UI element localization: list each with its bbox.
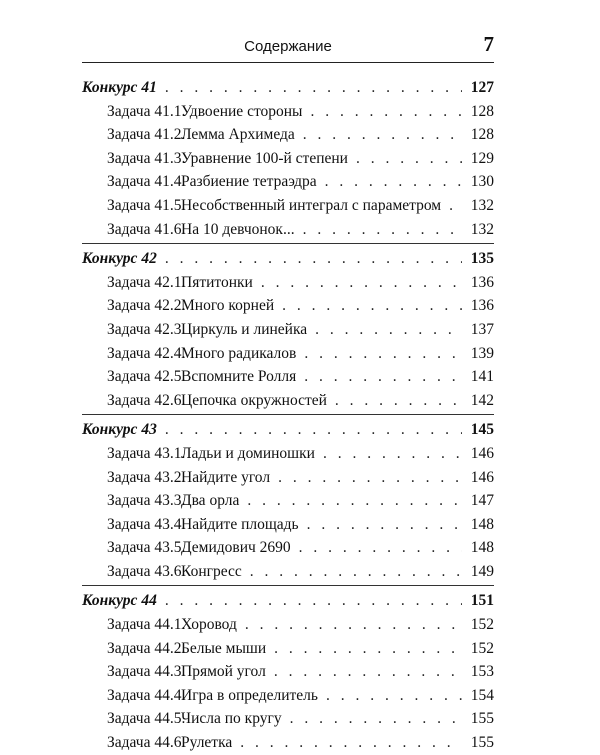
problem-label (107, 513, 299, 537)
problem-title: Прямой угол (181, 663, 266, 681)
contest-title: Конкурс 42 (82, 250, 157, 268)
problem-number: Задача 41.5. (107, 196, 186, 214)
dot-leader (307, 513, 462, 537)
problem-number: Задача 44.3. (107, 663, 186, 681)
problem-number: Задача 42.5. (107, 368, 186, 386)
problem-label (107, 342, 296, 366)
problem-page: 152 (470, 616, 494, 634)
problem-number: Задача 44.1. (107, 616, 186, 634)
problem-page: 155 (470, 734, 494, 752)
problem-title: Много корней (181, 297, 275, 315)
contest-section (82, 243, 494, 412)
problem-entry[interactable] (82, 536, 494, 560)
problem-number: Задача 44.6. (107, 734, 186, 752)
dot-leader (299, 536, 462, 560)
problem-title: Уравнение 100-й степени (181, 149, 348, 167)
running-head (82, 28, 494, 63)
problem-page: 146 (470, 444, 494, 462)
problem-page: 128 (470, 102, 494, 120)
problem-number: Задача 41.4. (107, 173, 186, 191)
problem-page: 146 (470, 468, 494, 486)
problem-label (107, 731, 232, 755)
problem-entry[interactable] (82, 513, 494, 537)
problem-title: Хоровод (181, 616, 237, 634)
problem-page: 136 (470, 297, 494, 315)
problem-title: Удвоение стороны (181, 102, 303, 120)
contest-entry[interactable] (82, 73, 494, 100)
problem-entry[interactable] (82, 271, 494, 295)
problem-label (107, 271, 253, 295)
dot-leader (278, 466, 462, 490)
problem-number: Задача 43.6. (107, 562, 186, 580)
problem-entry[interactable] (82, 100, 494, 124)
problem-label (107, 660, 266, 684)
dot-leader (274, 637, 462, 661)
problem-entry[interactable] (82, 170, 494, 194)
contest-title: Конкурс 41 (82, 79, 157, 96)
dot-leader (303, 123, 462, 147)
problem-entry[interactable] (82, 147, 494, 171)
problem-entry[interactable] (82, 318, 494, 342)
problem-page: 137 (470, 320, 494, 338)
contest-page: 151 (470, 592, 494, 610)
problem-label (107, 684, 318, 708)
contest-section (82, 585, 494, 754)
running-head-title: Содержание (244, 38, 332, 55)
problem-number: Задача 41.3. (107, 149, 186, 167)
problem-title: Ладьи и доминошки (181, 444, 315, 462)
problem-page: 132 (470, 220, 494, 238)
problem-entry[interactable] (82, 731, 494, 755)
problem-entry[interactable] (82, 684, 494, 708)
dot-leader (304, 342, 462, 366)
contest-section (82, 73, 494, 241)
dot-leader (250, 560, 462, 584)
problem-page: 153 (470, 663, 494, 681)
dot-leader (290, 707, 462, 731)
problem-label (107, 100, 302, 124)
problem-number: Задача 41.1. (107, 102, 186, 120)
problem-page: 136 (470, 273, 494, 291)
problem-label (107, 466, 270, 490)
problem-title: Пятитонки (181, 273, 253, 291)
contest-title: Конкурс 43 (82, 421, 157, 439)
problem-title: Конгресс (181, 562, 242, 580)
problem-entry[interactable] (82, 194, 494, 218)
problem-number: Задача 42.2. (107, 297, 186, 315)
dot-leader (165, 589, 462, 613)
problem-entry[interactable] (82, 637, 494, 661)
problem-entry[interactable] (82, 342, 494, 366)
problem-label (107, 194, 441, 218)
problem-entry[interactable] (82, 365, 494, 389)
contest-section (82, 414, 494, 583)
problem-title: Числа по кругу (181, 710, 282, 728)
problem-number: Задача 42.3. (107, 320, 186, 338)
problem-label (107, 389, 327, 413)
problem-title: Несобственный интеграл с параметром (181, 196, 442, 214)
problem-label (107, 170, 317, 194)
dot-leader (310, 100, 462, 124)
dot-leader (282, 294, 462, 318)
dot-leader (323, 442, 462, 466)
dot-leader (325, 170, 462, 194)
problem-title: Вспомните Ролля (181, 368, 297, 386)
problem-label (107, 489, 239, 513)
problem-entry[interactable] (82, 294, 494, 318)
problem-label (107, 637, 266, 661)
problem-entry[interactable] (82, 123, 494, 147)
problem-label (107, 707, 282, 731)
problem-title: На 10 девчонок... (181, 220, 295, 238)
dot-leader (165, 247, 462, 271)
contest-title: Конкурс 44 (82, 592, 157, 610)
dot-leader (303, 218, 462, 242)
problem-title: Игра в определитель (181, 686, 318, 704)
problem-number: Задача 42.1. (107, 273, 186, 291)
problem-number: Задача 43.3. (107, 492, 186, 510)
contest-entry[interactable] (82, 415, 494, 442)
problem-title: Много радикалов (181, 344, 297, 362)
problem-title: Демидович 2690 (181, 539, 291, 557)
running-head-page-number: 7 (483, 32, 494, 56)
problem-label (107, 123, 295, 147)
problem-title: Лемма Архимеда (181, 126, 295, 144)
problem-page: 154 (470, 686, 494, 704)
contest-page: 145 (470, 421, 494, 439)
problem-number: Задача 44.5. (107, 710, 186, 728)
problem-page: 148 (470, 539, 494, 557)
problem-number: Задача 42.6. (107, 391, 186, 409)
problem-page: 147 (470, 492, 494, 510)
problem-page: 142 (470, 391, 494, 409)
dot-leader (165, 76, 462, 100)
problem-page: 148 (470, 515, 494, 533)
contest-entry[interactable] (82, 244, 494, 271)
problem-title: Найдите площадь (181, 515, 299, 533)
problem-page: 141 (470, 368, 494, 386)
problem-title: Циркуль и линейка (181, 320, 308, 338)
problem-label (107, 365, 296, 389)
problem-page: 149 (470, 562, 494, 580)
dot-leader (304, 365, 462, 389)
problem-entry[interactable] (82, 218, 494, 242)
problem-number: Задача 43.1. (107, 444, 186, 462)
problem-page: 130 (470, 173, 494, 191)
problem-number: Задача 44.4. (107, 686, 186, 704)
problem-title: Белые мыши (181, 639, 267, 657)
problem-number: Задача 42.4. (107, 344, 186, 362)
problem-page: 155 (470, 710, 494, 728)
problem-label (107, 318, 307, 342)
problem-entry[interactable] (82, 442, 494, 466)
problem-label (107, 536, 291, 560)
problem-title: Рулетка (181, 734, 233, 752)
problem-title: Цепочка окружностей (181, 391, 327, 409)
dot-leader (335, 389, 462, 413)
dot-leader (247, 489, 462, 513)
problem-title: Два орла (181, 492, 240, 510)
problem-number: Задача 41.2. (107, 126, 186, 144)
problem-number: Задача 43.4. (107, 515, 186, 533)
problem-label (107, 560, 242, 584)
problem-entry[interactable] (82, 466, 494, 490)
table-of-contents (82, 73, 494, 755)
problem-label (107, 613, 237, 637)
problem-label (107, 442, 315, 466)
problem-page: 129 (470, 149, 494, 167)
problem-title: Разбиение тетраэдра (181, 173, 317, 191)
dot-leader (261, 271, 462, 295)
problem-number: Задача 43.5. (107, 539, 186, 557)
contest-page: 127 (470, 79, 494, 96)
dot-leader (356, 147, 462, 171)
problem-entry[interactable] (82, 707, 494, 731)
problem-entry[interactable] (82, 489, 494, 513)
contest-page: 135 (470, 250, 494, 268)
dot-leader (245, 613, 462, 637)
problem-label (107, 218, 295, 242)
problem-label (107, 147, 348, 171)
dot-leader (315, 318, 462, 342)
dot-leader (274, 660, 462, 684)
problem-number: Задача 44.2. (107, 639, 186, 657)
problem-page: 152 (470, 639, 494, 657)
problem-page: 132 (470, 196, 494, 214)
problem-page: 128 (470, 126, 494, 144)
dot-leader (449, 194, 462, 218)
problem-entry[interactable] (82, 389, 494, 413)
problem-page: 139 (470, 344, 494, 362)
dot-leader (326, 684, 462, 708)
contest-entry[interactable] (82, 586, 494, 613)
problem-label (107, 294, 274, 318)
problem-entry[interactable] (82, 660, 494, 684)
problem-number: Задача 41.6. (107, 220, 186, 238)
dot-leader (165, 418, 462, 442)
dot-leader (240, 731, 462, 755)
problem-entry[interactable] (82, 613, 494, 637)
problem-number: Задача 43.2. (107, 468, 186, 486)
problem-title: Найдите угол (181, 468, 271, 486)
problem-entry[interactable] (82, 560, 494, 584)
